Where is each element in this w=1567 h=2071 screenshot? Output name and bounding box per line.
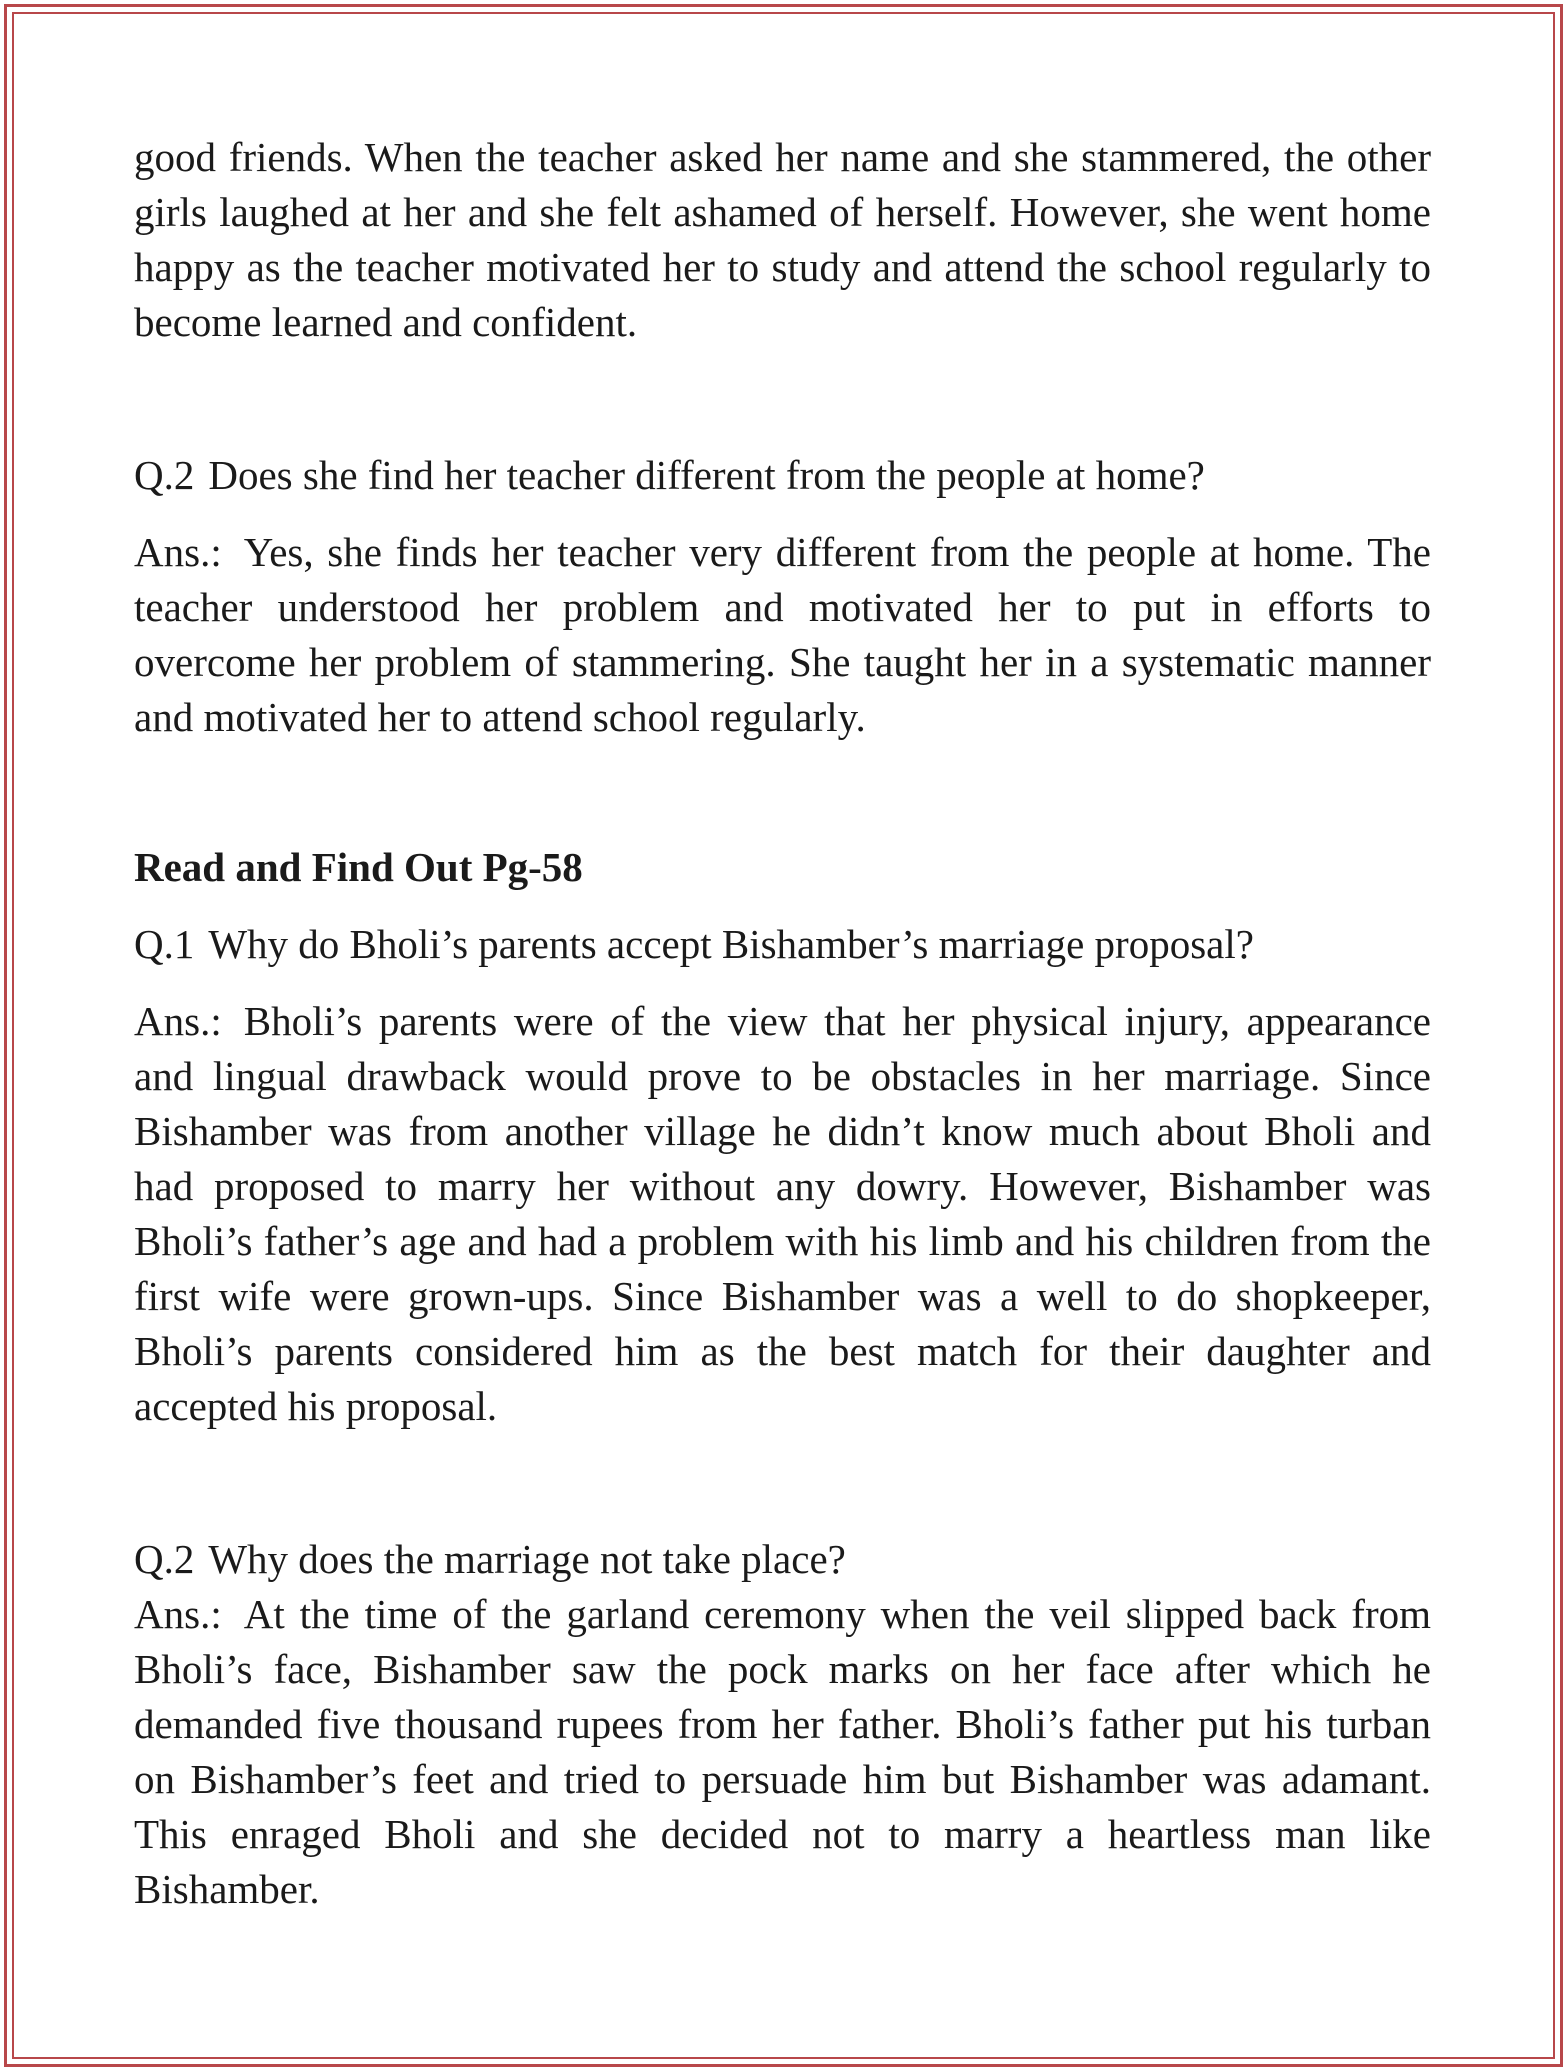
answer-2b [134, 1587, 1431, 1917]
answer-label: Ans.: [134, 1591, 222, 1637]
question-2b [134, 1532, 1431, 1587]
question-number: Q.2 [134, 452, 195, 498]
question-2 [134, 448, 1431, 503]
answer-2 [134, 525, 1431, 745]
question-text: Why do Bholi’s parents accept Bishamber’s marriage proposal? [208, 921, 1254, 967]
intro-paragraph: good friends. When the teacher asked her name and she stammered, the other girls laughed at her and she felt ashamed of herself. However, she went home happy as the teacher motivated her to study and attend the school regularly to become learned and confident. [134, 134, 1431, 345]
question-text: Does she find her teacher different from the people at home? [208, 452, 1205, 498]
answer-1 [134, 994, 1431, 1434]
answer-text: Bholi’s parents were of the view that her physical injury, appearance and lingual drawback would prove to be obstacles in her marriage. Since Bishamber was from another village he didn’t know much about Bholi and had proposed to marry her without any dowry. However, Bishamber was Bholi’s father’s age and had a problem with his limb and his children from the first wife were grown-ups. Since Bishamber was a well to do shopkeeper, Bholi’s parents considered him as the best match for their daughter and accepted his proposal. [134, 998, 1431, 1429]
answer-text: Yes, she finds her teacher very different from the people at home. The teacher understood her problem and motivated her to put in efforts to overcome her problem of stammering. She taught her in a systematic manner and motivated her to attend school regularly. [134, 529, 1431, 740]
section-heading: Read and Find Out Pg-58 [134, 844, 583, 890]
question-text: Why does the marriage not take place? [208, 1536, 846, 1582]
answer-label: Ans.: [134, 529, 222, 575]
answer-text: At the time of the garland ceremony when the veil slipped back from Bholi’s face, Bishamber saw the pock marks on her face after which he demanded five thousand rupees from her father. Bholi’s father put his turban on Bishamber’s feet and tried to persuade him but Bishamber was adamant. This enraged Bholi and she decided not to marry a heartless man like Bishamber. [134, 1591, 1431, 1912]
question-1 [134, 917, 1431, 972]
document-page [134, 130, 1431, 1917]
question-number: Q.1 [134, 921, 195, 967]
question-number: Q.2 [134, 1536, 195, 1582]
answer-label: Ans.: [134, 998, 222, 1044]
